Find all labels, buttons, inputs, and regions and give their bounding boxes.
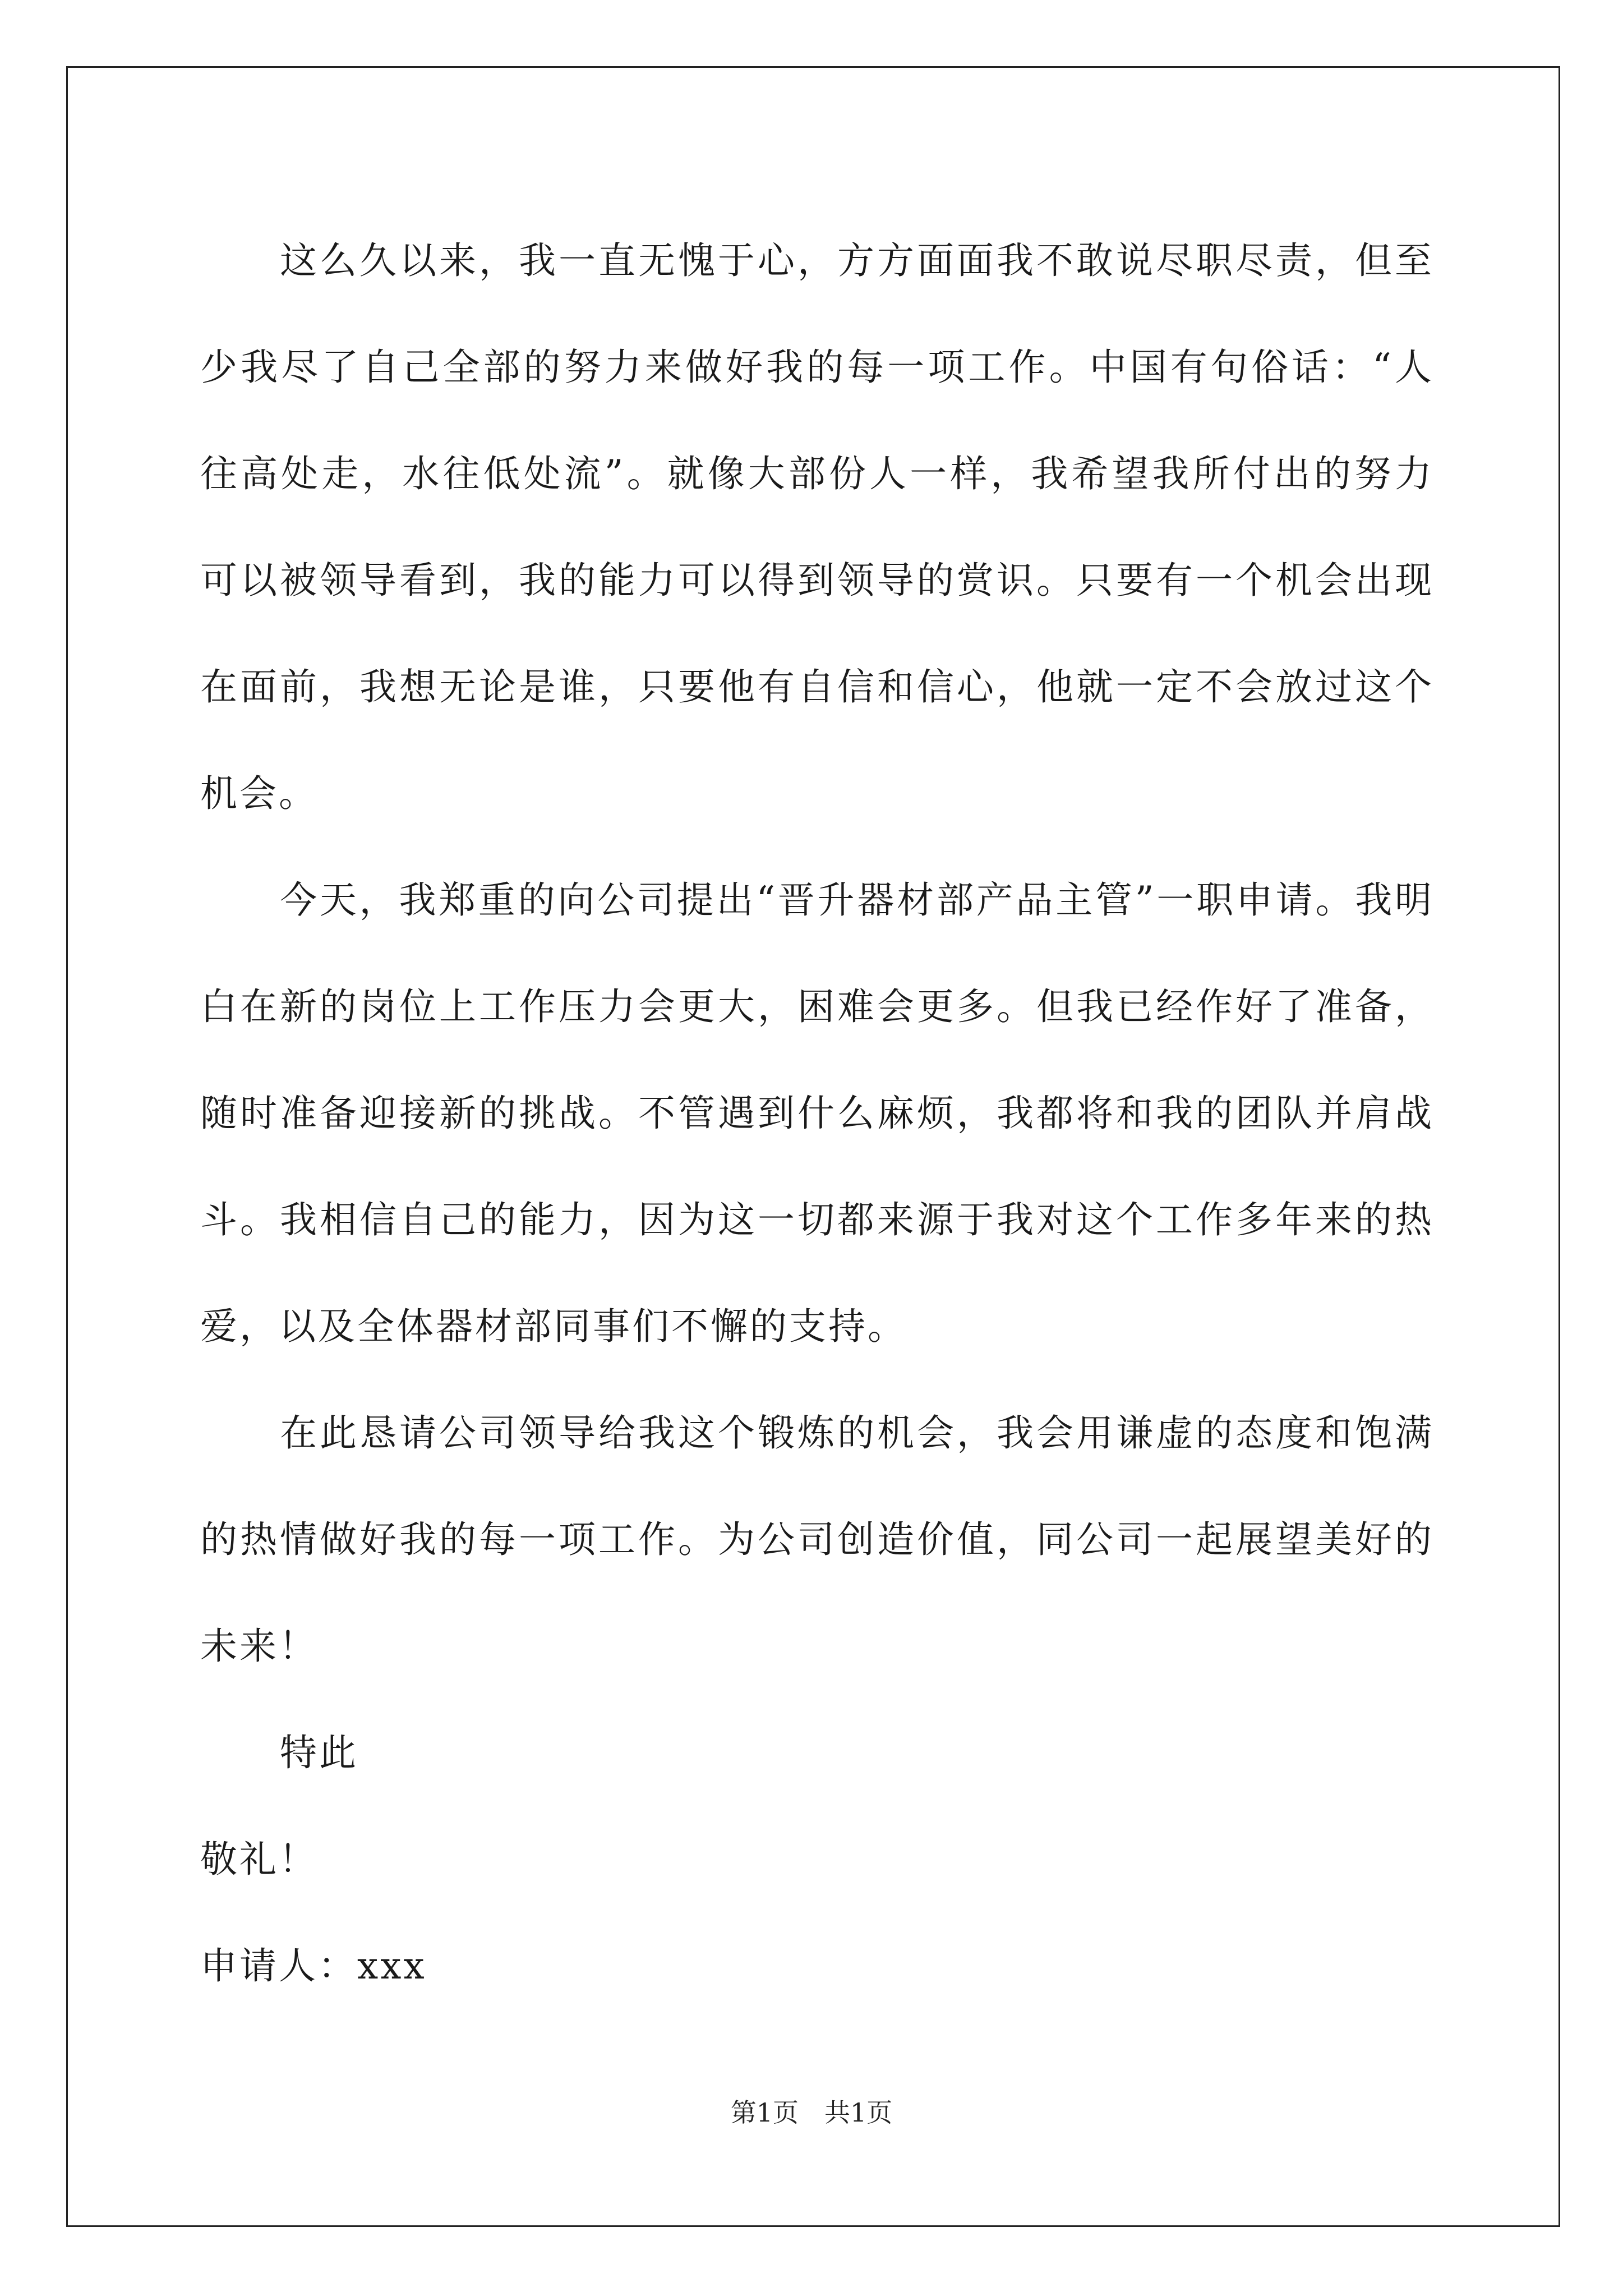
applicant-signature: 申请人：xxx <box>200 1944 427 1987</box>
paragraph-2: 今天，我郑重的向公司提出“晋升器材部产品主管”一职申请。我明白在新的岗位上工作压力会更大，困难会更多。但我已经作好了准备，随时准备迎接新的挑战。不管遇到什么麻烦，我都将和我的团队并肩战斗。我相信自己的能力，因为这一切都来源于我对这个工作多年来的热爱，以及全体器材部同事们不懈的支持。 <box>200 878 1434 1348</box>
paragraph-3: 在此恳请公司领导给我这个锻炼的机会，我会用谦虚的态度和饱满的热情做好我的每一项工作。为公司创造价值，同公司一起展望美好的未来！ <box>200 1411 1434 1668</box>
paragraph-1: 这么久以来，我一直无愧于心，方方面面我不敢说尽职尽责，但至少我尽了自己全部的努力来做好我的每一项工作。中国有句俗话：“人往高处走，水往低处流”。就像大部份人一样，我希望我所付出的努力可以被领导看到，我的能力可以得到领导的赏识。只要有一个机会出现在面前，我想无论是谁，只要他有自信和信心，他就一定不会放过这个机会。 <box>200 239 1434 815</box>
closing-phrase: 特此 <box>280 1731 358 1774</box>
salutation: 敬礼！ <box>200 1838 318 1881</box>
letter-body <box>200 208 1434 2019</box>
page-number-footer: 第1页 共1页 <box>730 2097 893 2128</box>
